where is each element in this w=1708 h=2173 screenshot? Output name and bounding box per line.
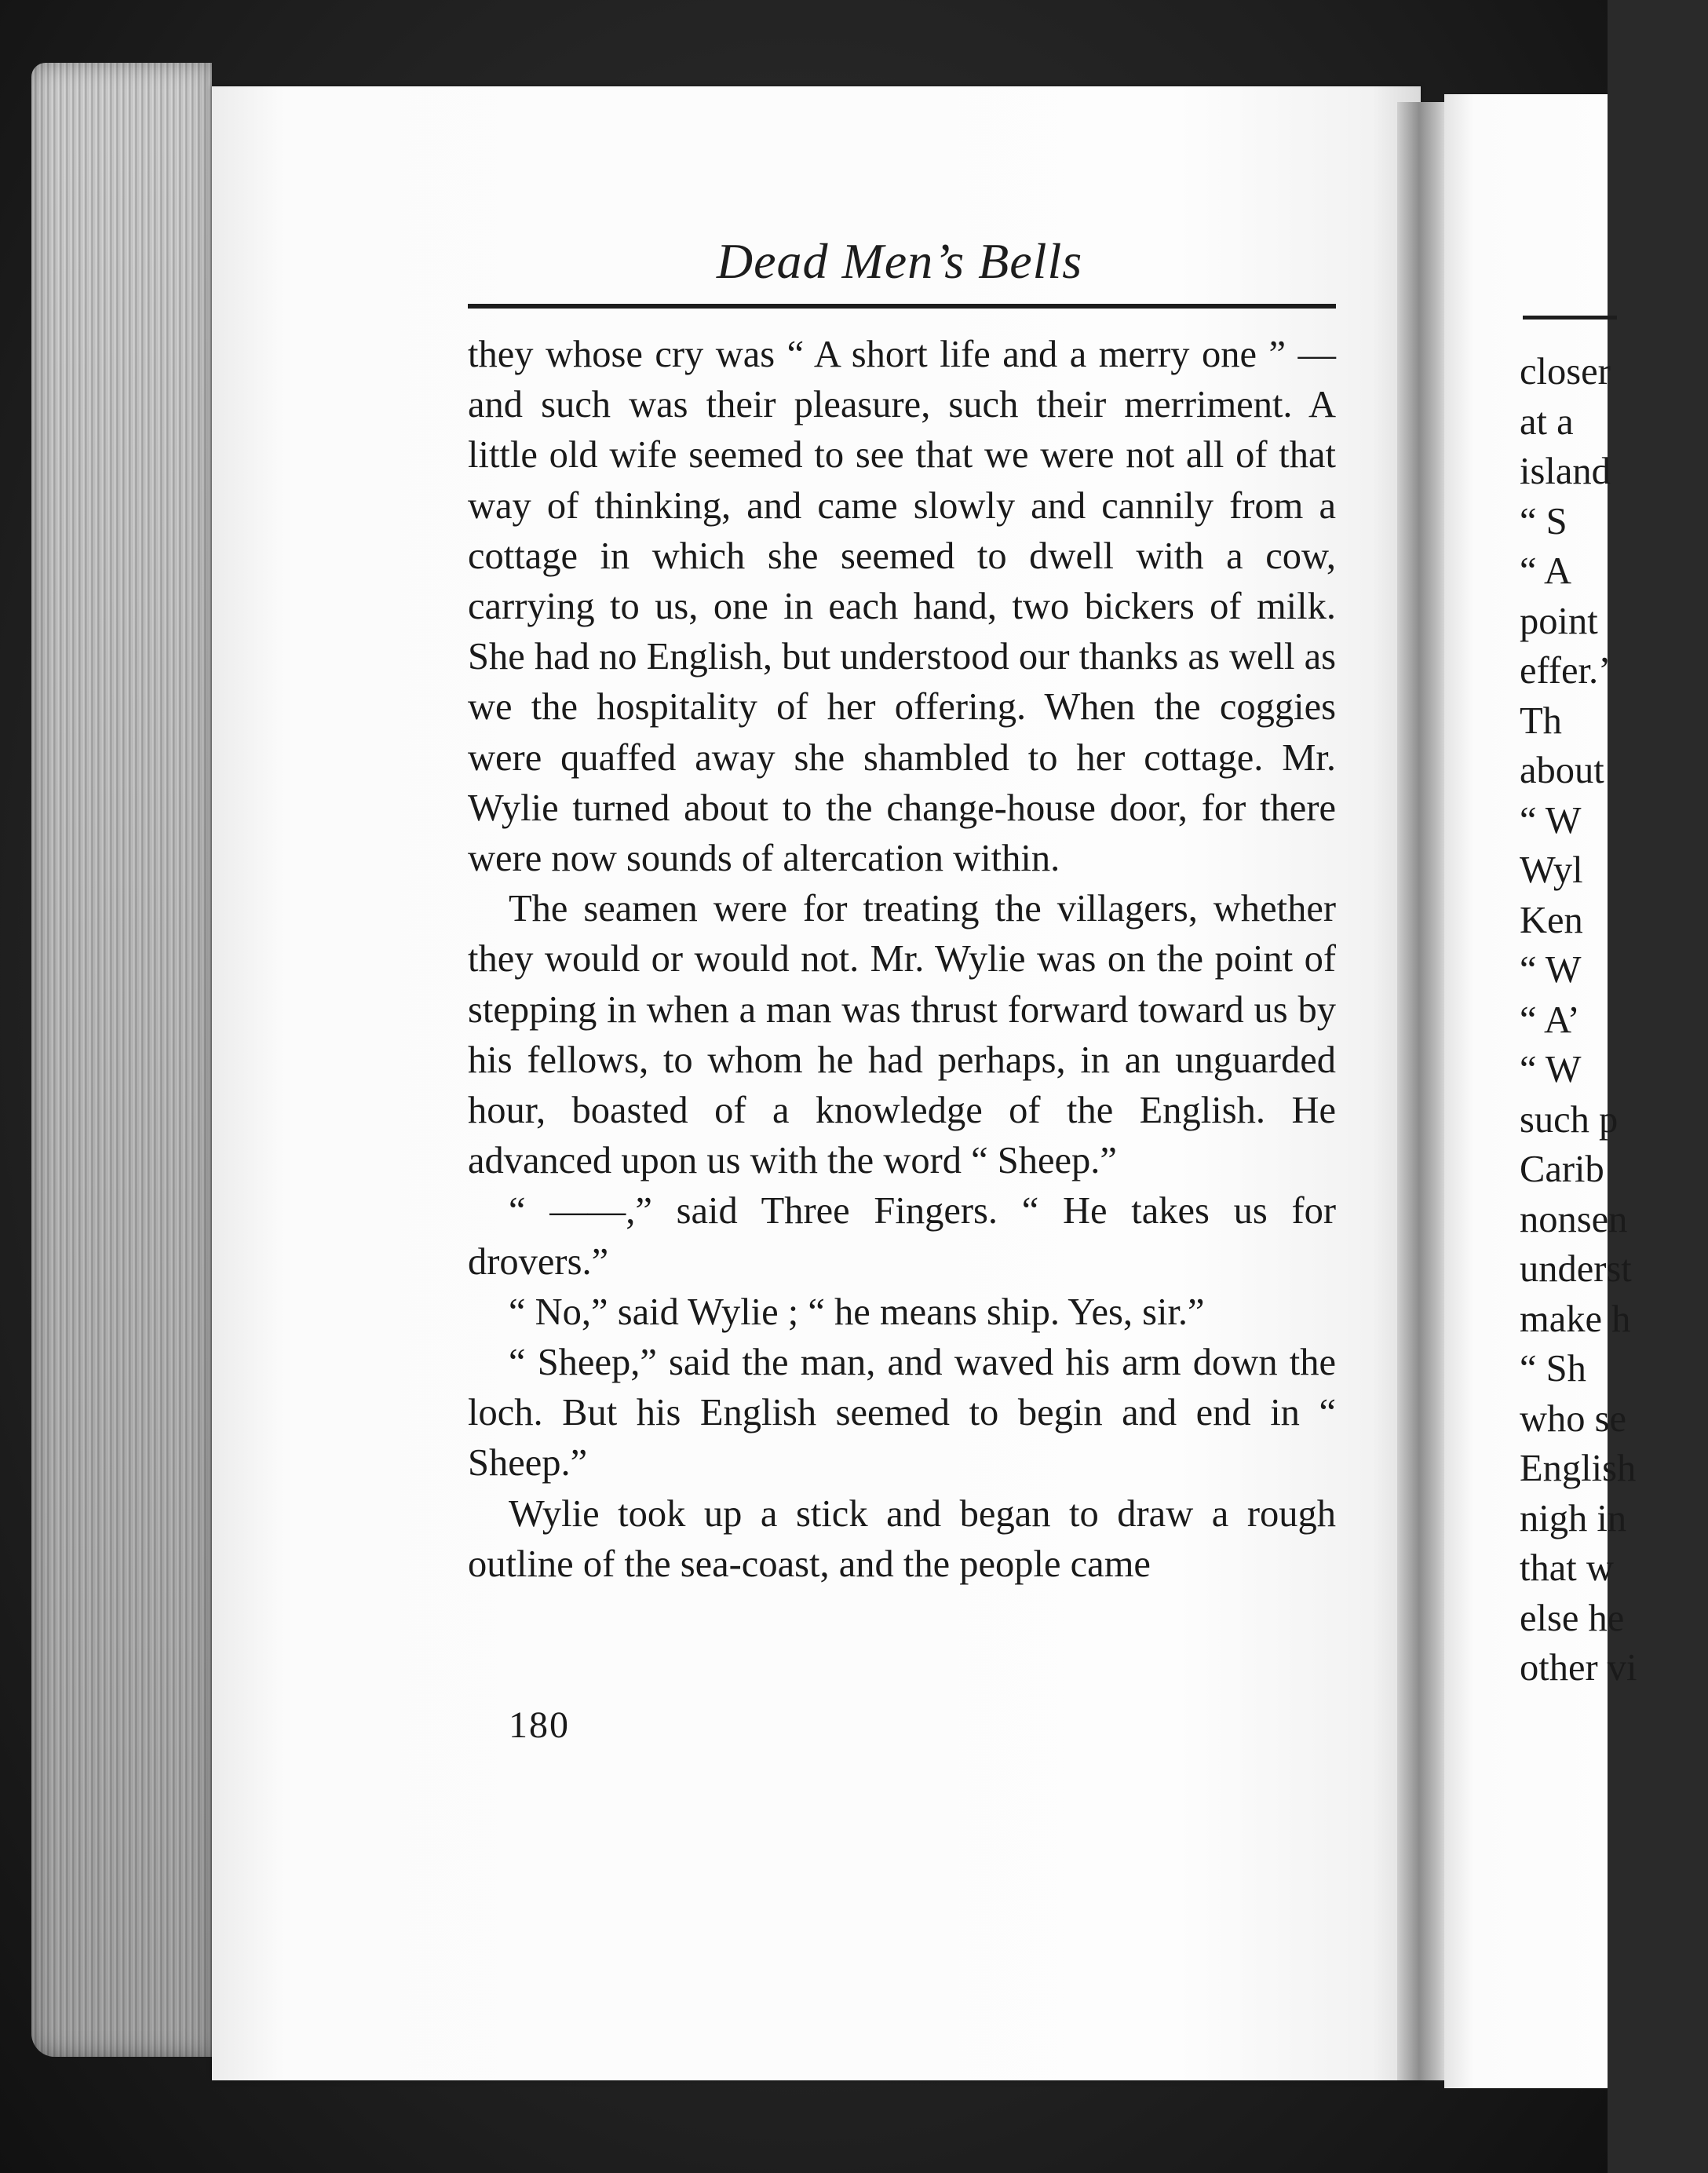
right-line: Wyl bbox=[1520, 849, 1583, 891]
right-line: Carib bbox=[1520, 1149, 1604, 1190]
right-line: “ S bbox=[1520, 500, 1567, 542]
right-line: make h bbox=[1520, 1298, 1631, 1340]
right-line: “ A’ bbox=[1520, 999, 1580, 1041]
right-line: “ W bbox=[1520, 1049, 1582, 1090]
right-line: “ Sh bbox=[1520, 1348, 1586, 1390]
paragraph-3: “ ——,” said Three Fingers. “ He takes us for drovers.” bbox=[468, 1190, 1336, 1283]
right-line: else he bbox=[1520, 1597, 1625, 1639]
right-line: English bbox=[1520, 1448, 1637, 1489]
header-rule bbox=[468, 304, 1336, 309]
right-line: effer.’ bbox=[1520, 650, 1611, 692]
right-line: Ken bbox=[1520, 899, 1583, 941]
right-line: at a bbox=[1520, 400, 1574, 443]
right-page-text bbox=[1520, 347, 1708, 1693]
running-head: Dead Men’s Bells bbox=[716, 233, 1083, 289]
right-line: who se bbox=[1520, 1397, 1627, 1440]
right-line: such p bbox=[1520, 1098, 1619, 1141]
right-line: “ A bbox=[1520, 550, 1572, 592]
paragraph-2: The seamen were for treating the villagers, whether they would or would not. Mr. Wylie was on the point of stepping in when a man was thrust forward toward us by his fellows, to whom he had perhaps, in an unguarded hour, boasted of a knowledge of the English. He advanced upon us with the word “ Sheep.” bbox=[468, 888, 1336, 1182]
paragraph-1: they whose cry was “ A short life and a merry one ” —and such was their pleasure, such their merriment. A little old wife seemed to see that we were not all of that way of thinking, and came slowly and cannily from a cottage in which she seemed to dwell with a cow, carrying to us, one in each hand, two bickers of milk. She had no English, but understood our thanks as well as we the hospitality of her offering. When the coggies were quaffed away she shambled to her cottage. Mr. Wylie turned about to the change-house door, for there were now sounds of altercation within. bbox=[468, 334, 1336, 880]
book-page-edges bbox=[31, 63, 212, 2057]
right-line: nigh in bbox=[1520, 1497, 1627, 1539]
right-line: “ W bbox=[1520, 949, 1582, 991]
right-line: other vi bbox=[1520, 1647, 1637, 1689]
paragraph-4: “ No,” said Wylie ; “ he means ship. Yes, sir.” bbox=[509, 1291, 1205, 1333]
page-number: 180 bbox=[509, 1704, 570, 1746]
right-line: that w bbox=[1520, 1547, 1614, 1589]
body-text bbox=[468, 330, 1336, 1590]
right-line: Th bbox=[1520, 699, 1562, 742]
right-line: nonsen bbox=[1520, 1198, 1628, 1240]
right-line: underst bbox=[1520, 1248, 1632, 1290]
right-line: island bbox=[1520, 451, 1611, 492]
right-page bbox=[1444, 94, 1637, 2088]
right-line: “ W bbox=[1520, 799, 1582, 842]
right-line: about bbox=[1520, 750, 1604, 791]
right-line: point bbox=[1520, 600, 1598, 642]
right-line: closer bbox=[1520, 351, 1611, 393]
right-page-header-rule bbox=[1523, 316, 1617, 320]
paragraph-6: Wylie took up a stick and began to draw a rough outline of the sea-coast, and the people came bbox=[468, 1492, 1336, 1585]
paragraph-5: “ Sheep,” said the man, and waved his arm down the loch. But his English seemed to begin and end in “ Sheep.” bbox=[468, 1342, 1336, 1485]
